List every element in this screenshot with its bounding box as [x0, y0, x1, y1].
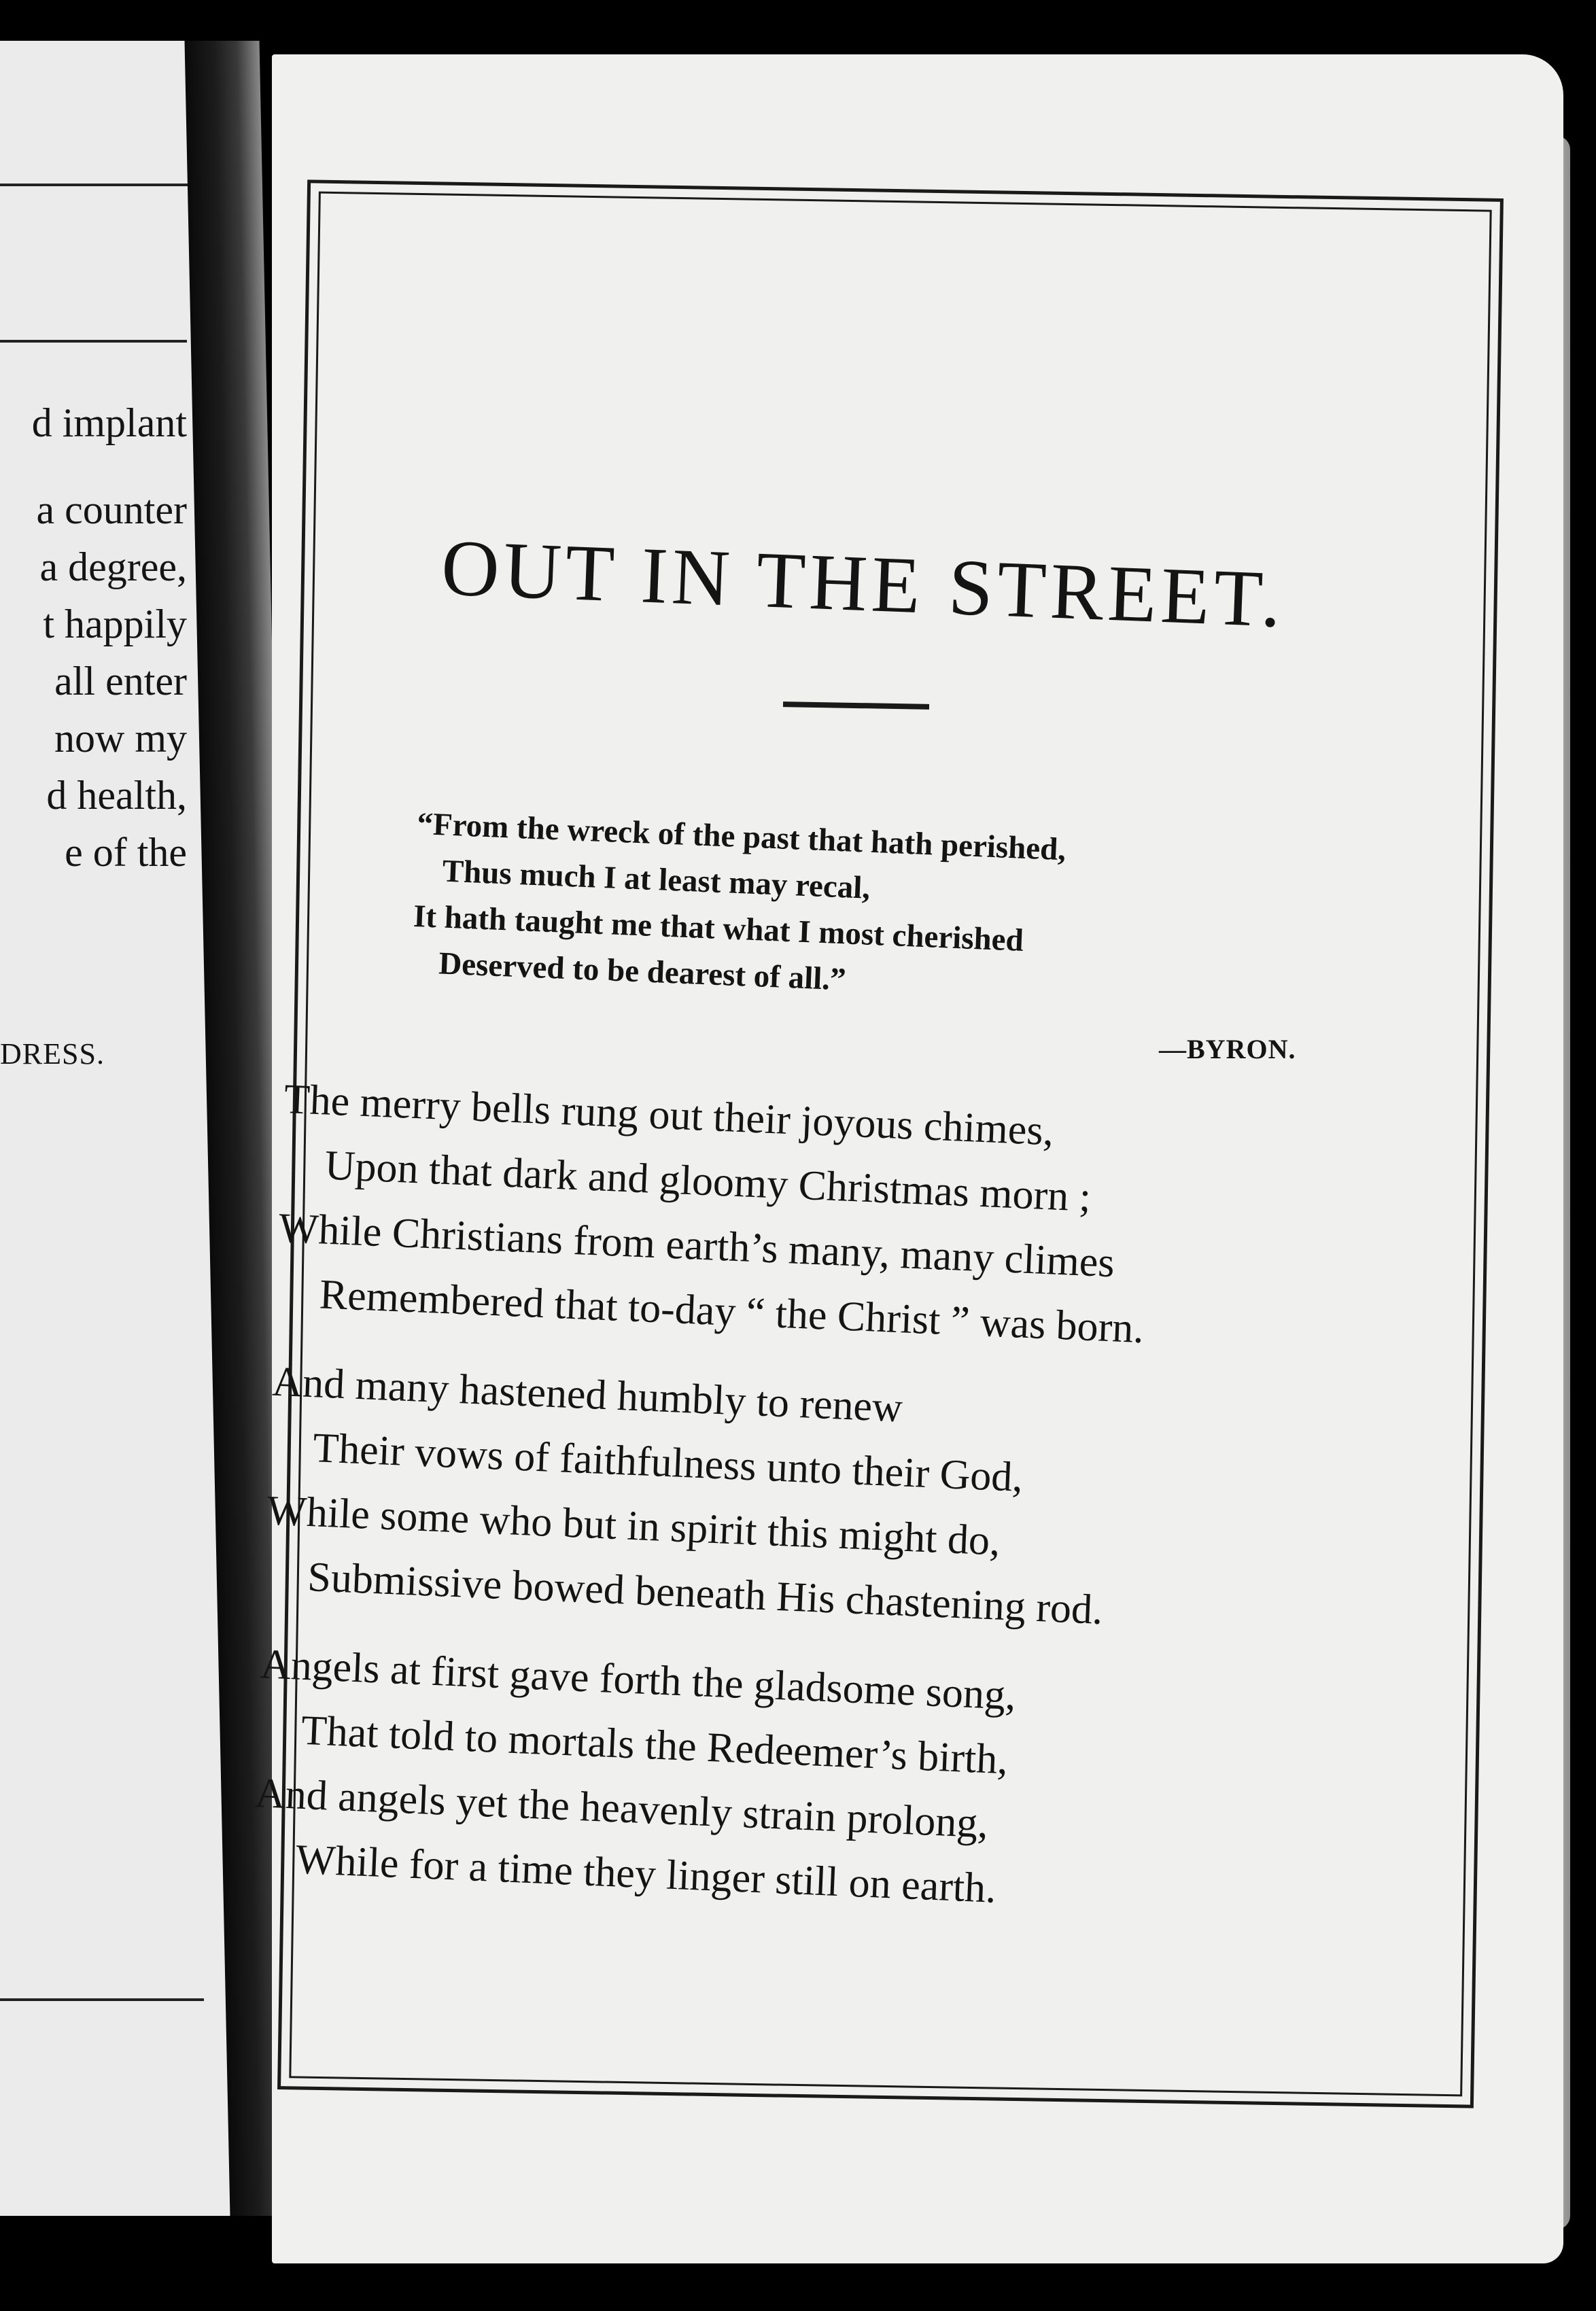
left-page-line: all enter: [54, 659, 187, 703]
poem-body: [250, 1067, 1386, 1961]
epigraph-line: Deserved to be dearest of all.”: [438, 945, 847, 998]
poem-line: Submissive bowed beneath His chastening rod.: [307, 1554, 1104, 1634]
left-page-signature: DRESS.: [0, 1037, 105, 1071]
poem-line: And angels yet the heavenly strain prolong,: [254, 1770, 990, 1847]
poem-line: And many hastened humbly to renew: [271, 1358, 904, 1431]
left-page-line: t happily: [43, 602, 187, 646]
stanza: [275, 1067, 1385, 1372]
poem-line: Angels at first gave forth the gladsome song,: [259, 1641, 1017, 1719]
poem-title: OUT IN THE STREET.: [439, 523, 1287, 644]
left-page-line: d health,: [46, 773, 187, 818]
poem-line: While for a time they linger still on earth.: [294, 1836, 998, 1912]
stanza: [263, 1350, 1374, 1654]
epigraph-line: “From the wreck of the past that hath perished,: [416, 805, 1067, 868]
poem-line: Remembered that to-day “ the Christ ” was born.: [318, 1271, 1145, 1353]
epigraph: [411, 801, 1192, 1017]
epigraph-line: Thus much I at least may recal,: [441, 853, 871, 906]
left-page-line: a counter: [36, 487, 187, 532]
left-page-line: e of the: [65, 830, 187, 875]
poem-line: That told to mortals the Redeemer’s birth,: [300, 1707, 1009, 1784]
poem-line: Upon that dark and gloomy Christmas morn ;: [324, 1142, 1092, 1221]
epigraph-attribution: —BYRON.: [1159, 1034, 1296, 1064]
epigraph-line: It hath taught me that what I most cherished: [413, 898, 1024, 958]
left-page-line: a degree,: [39, 544, 187, 589]
left-page-line: d implant: [31, 400, 187, 445]
poem-line: While Christians from earth’s many, many climes: [277, 1204, 1115, 1287]
poem-line: Their vows of faithfulness unto their God,: [312, 1425, 1024, 1501]
stanza: [251, 1632, 1361, 1936]
title-rule: [783, 701, 929, 710]
poem-line: The merry bells rung out their joyous chimes,: [283, 1075, 1055, 1155]
left-page-line: now my: [54, 716, 187, 761]
poem-line: While some who but in spirit this might do,: [266, 1487, 1001, 1565]
